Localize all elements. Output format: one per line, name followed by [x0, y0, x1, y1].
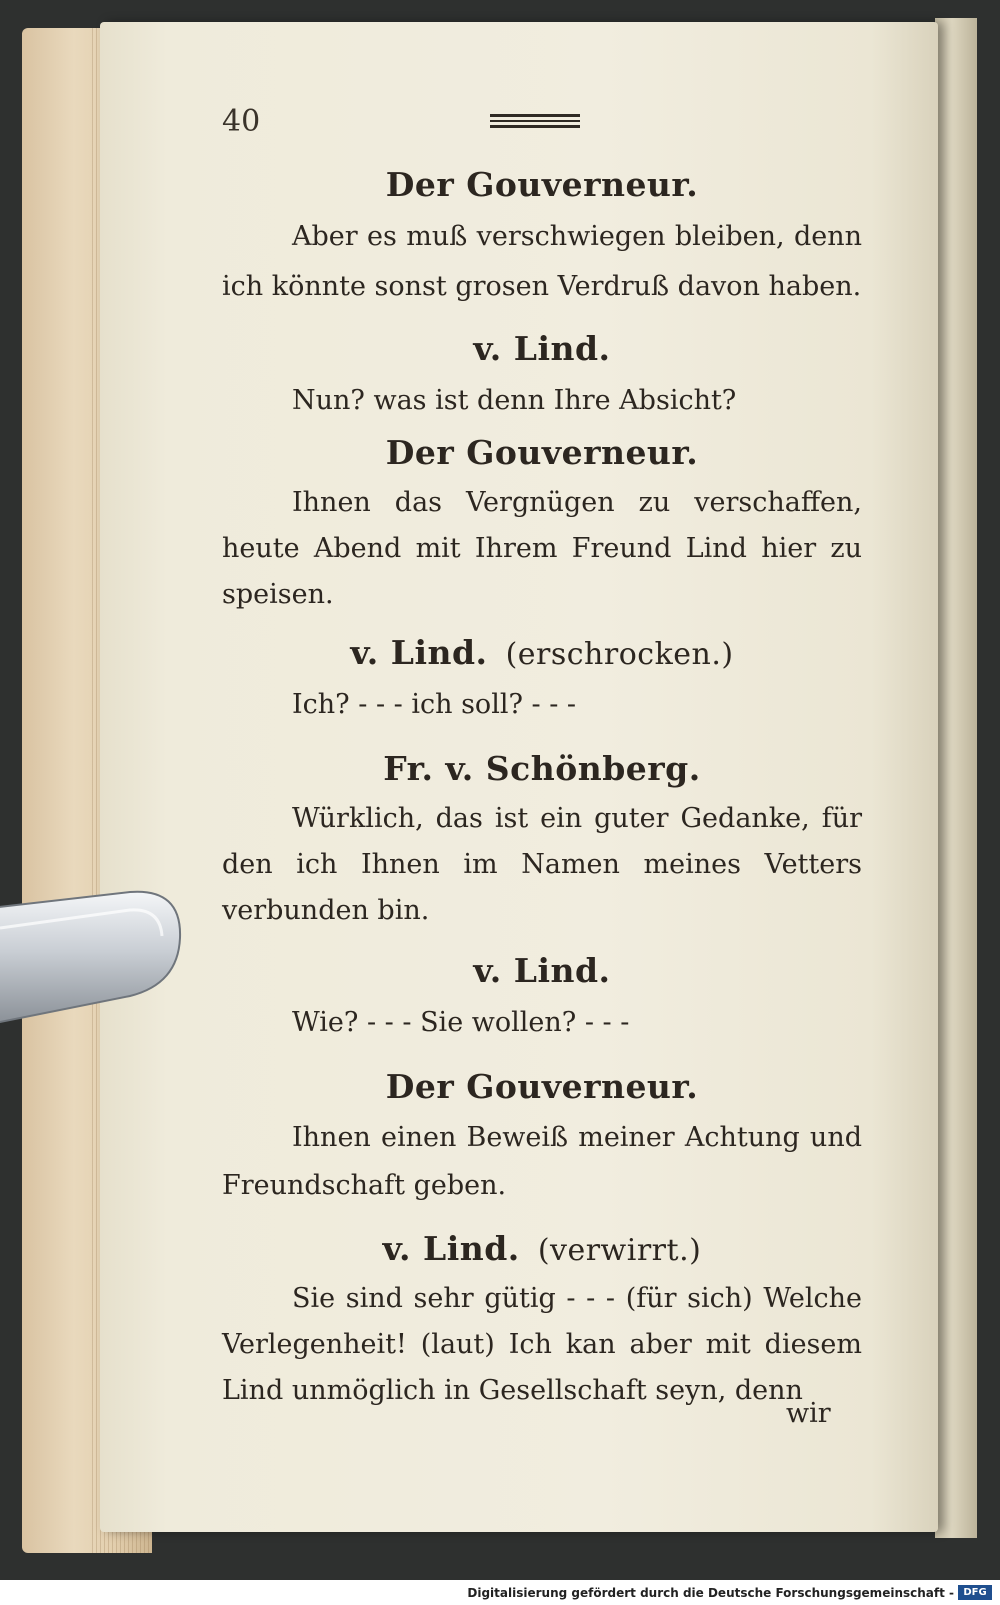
page-number: 40 [222, 104, 261, 139]
page-holder-clip [0, 888, 190, 1028]
speaker-heading: Der Gouverneur. [385, 433, 699, 472]
facing-page-edge [935, 18, 977, 1538]
speaker-heading: v. Lind. [473, 951, 611, 990]
speaker-heading: Der Gouverneur. [385, 165, 699, 204]
speaker-heading: v. Lind. (verwirrt.) [382, 1229, 702, 1268]
catchword: wir [786, 1398, 831, 1429]
speech-paragraph: Ich? - - - ich soll? - - - [292, 689, 577, 720]
speech-paragraph: Sie sind sehr gütig - - - (für sich) Welche Verlegenheit! (laut) Ich kan aber mit diesem Lind unmöglich in Gesellschaft seyn, denn [222, 1283, 862, 1406]
header-rule-ornament [490, 114, 580, 132]
stage-direction: (verwirrt.) [537, 1233, 702, 1268]
speech-paragraph: Nun? was ist denn Ihre Absicht? [292, 385, 737, 416]
speaker-heading: Der Gouverneur. [385, 1067, 699, 1106]
speech-paragraph: Würklich, das ist ein guter Gedanke, für den ich Ihnen im Namen meines Vetters verbunden bin. [222, 803, 862, 926]
speaker-heading: v. Lind. [473, 329, 611, 368]
stage-direction: (erschrocken.) [505, 637, 734, 672]
page-header [222, 104, 862, 144]
footer-credit: Digitalisierung gefördert durch die Deutsche Forschungsgemeinschaft - [467, 1586, 954, 1600]
speech-paragraph: Ihnen einen Beweiß meiner Achtung und Freundschaft geben. [222, 1122, 862, 1201]
speaker-heading: v. Lind. (erschrocken.) [350, 633, 734, 672]
speech-paragraph: Ihnen das Vergnügen zu verschaffen, heute Abend mit Ihrem Freund Lind hier zu speisen. [222, 487, 862, 610]
speech-paragraph: Wie? - - - Sie wollen? - - - [292, 1007, 630, 1038]
speaker-heading: Fr. v. Schönberg. [383, 749, 701, 788]
speech-paragraph: Aber es muß verschwiegen bleiben, denn ich könnte sonst grosen Verdruß davon haben. [222, 221, 862, 302]
dialogue-text [222, 160, 862, 1420]
digitization-footer [0, 1580, 1000, 1605]
dfg-logo: DFG [958, 1585, 992, 1600]
